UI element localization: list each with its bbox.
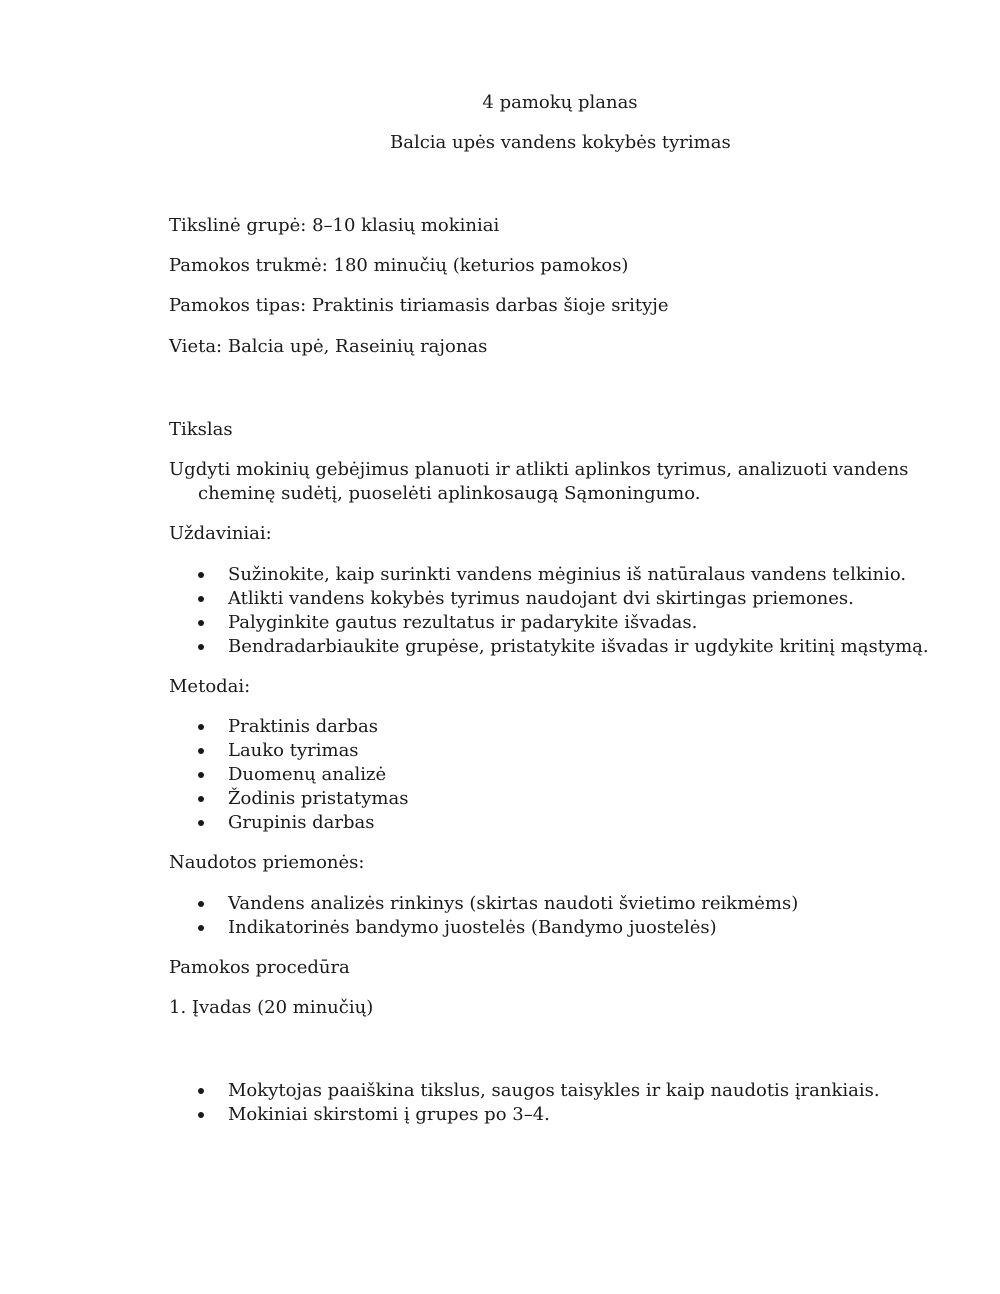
tasks-list — [169, 563, 929, 659]
goal-text: Ugdyti mokinių gebėjimus planuoti ir atlikti aplinkos tyrimus, analizuoti vandens cheminę sudėtį, puoselėti aplinkosaugą Sąmoningumo. — [169, 459, 909, 504]
list-item: Žodinis pristatymas — [169, 787, 408, 811]
list-item: Vandens analizės rinkinys (skirtas naudoti švietimo reikmėms) — [169, 892, 798, 916]
goal-heading: Tikslas — [169, 419, 233, 440]
methods-heading: Metodai: — [169, 676, 251, 697]
document-title: 4 pamokų planas — [482, 92, 638, 113]
list-item: Lauko tyrimas — [169, 739, 408, 763]
list-item: Bendradarbiaukite grupėse, pristatykite išvadas ir ugdykite kritinį mąstymą. — [169, 635, 929, 659]
procedure-step1-list — [169, 1079, 880, 1127]
target-group: Tikslinė grupė: 8–10 klasių mokiniai — [169, 215, 500, 236]
tasks-heading: Uždaviniai: — [169, 523, 272, 544]
list-item: Mokytojas paaiškina tikslus, saugos taisykles ir kaip naudotis įrankiais. — [169, 1079, 880, 1103]
list-item: Praktinis darbas — [169, 715, 408, 739]
list-item: Atlikti vandens kokybės tyrimus naudojant dvi skirtingas priemones. — [169, 587, 929, 611]
list-item: Grupinis darbas — [169, 811, 408, 835]
tools-heading: Naudotos priemonės: — [169, 852, 365, 873]
methods-list — [169, 715, 408, 835]
list-item: Palyginkite gautus rezultatus ir padarykite išvadas. — [169, 611, 929, 635]
lesson-location: Vieta: Balcia upė, Raseinių rajonas — [169, 336, 488, 357]
lesson-duration: Pamokos trukmė: 180 minučių (keturios pamokos) — [169, 255, 629, 276]
list-item: Indikatorinės bandymo juostelės (Bandymo juostelės) — [169, 916, 798, 940]
tools-list — [169, 892, 798, 940]
list-item: Sužinokite, kaip surinkti vandens mėginius iš natūralaus vandens telkinio. — [169, 563, 929, 587]
procedure-step1-heading: 1. Įvadas (20 minučių) — [169, 997, 374, 1018]
lesson-type: Pamokos tipas: Praktinis tiriamasis darbas šioje srityje — [169, 295, 669, 316]
procedure-heading: Pamokos procedūra — [169, 957, 350, 978]
list-item: Duomenų analizė — [169, 763, 408, 787]
document-subtitle: Balcia upės vandens kokybės tyrimas — [390, 132, 731, 153]
list-item: Mokiniai skirstomi į grupes po 3–4. — [169, 1103, 880, 1127]
